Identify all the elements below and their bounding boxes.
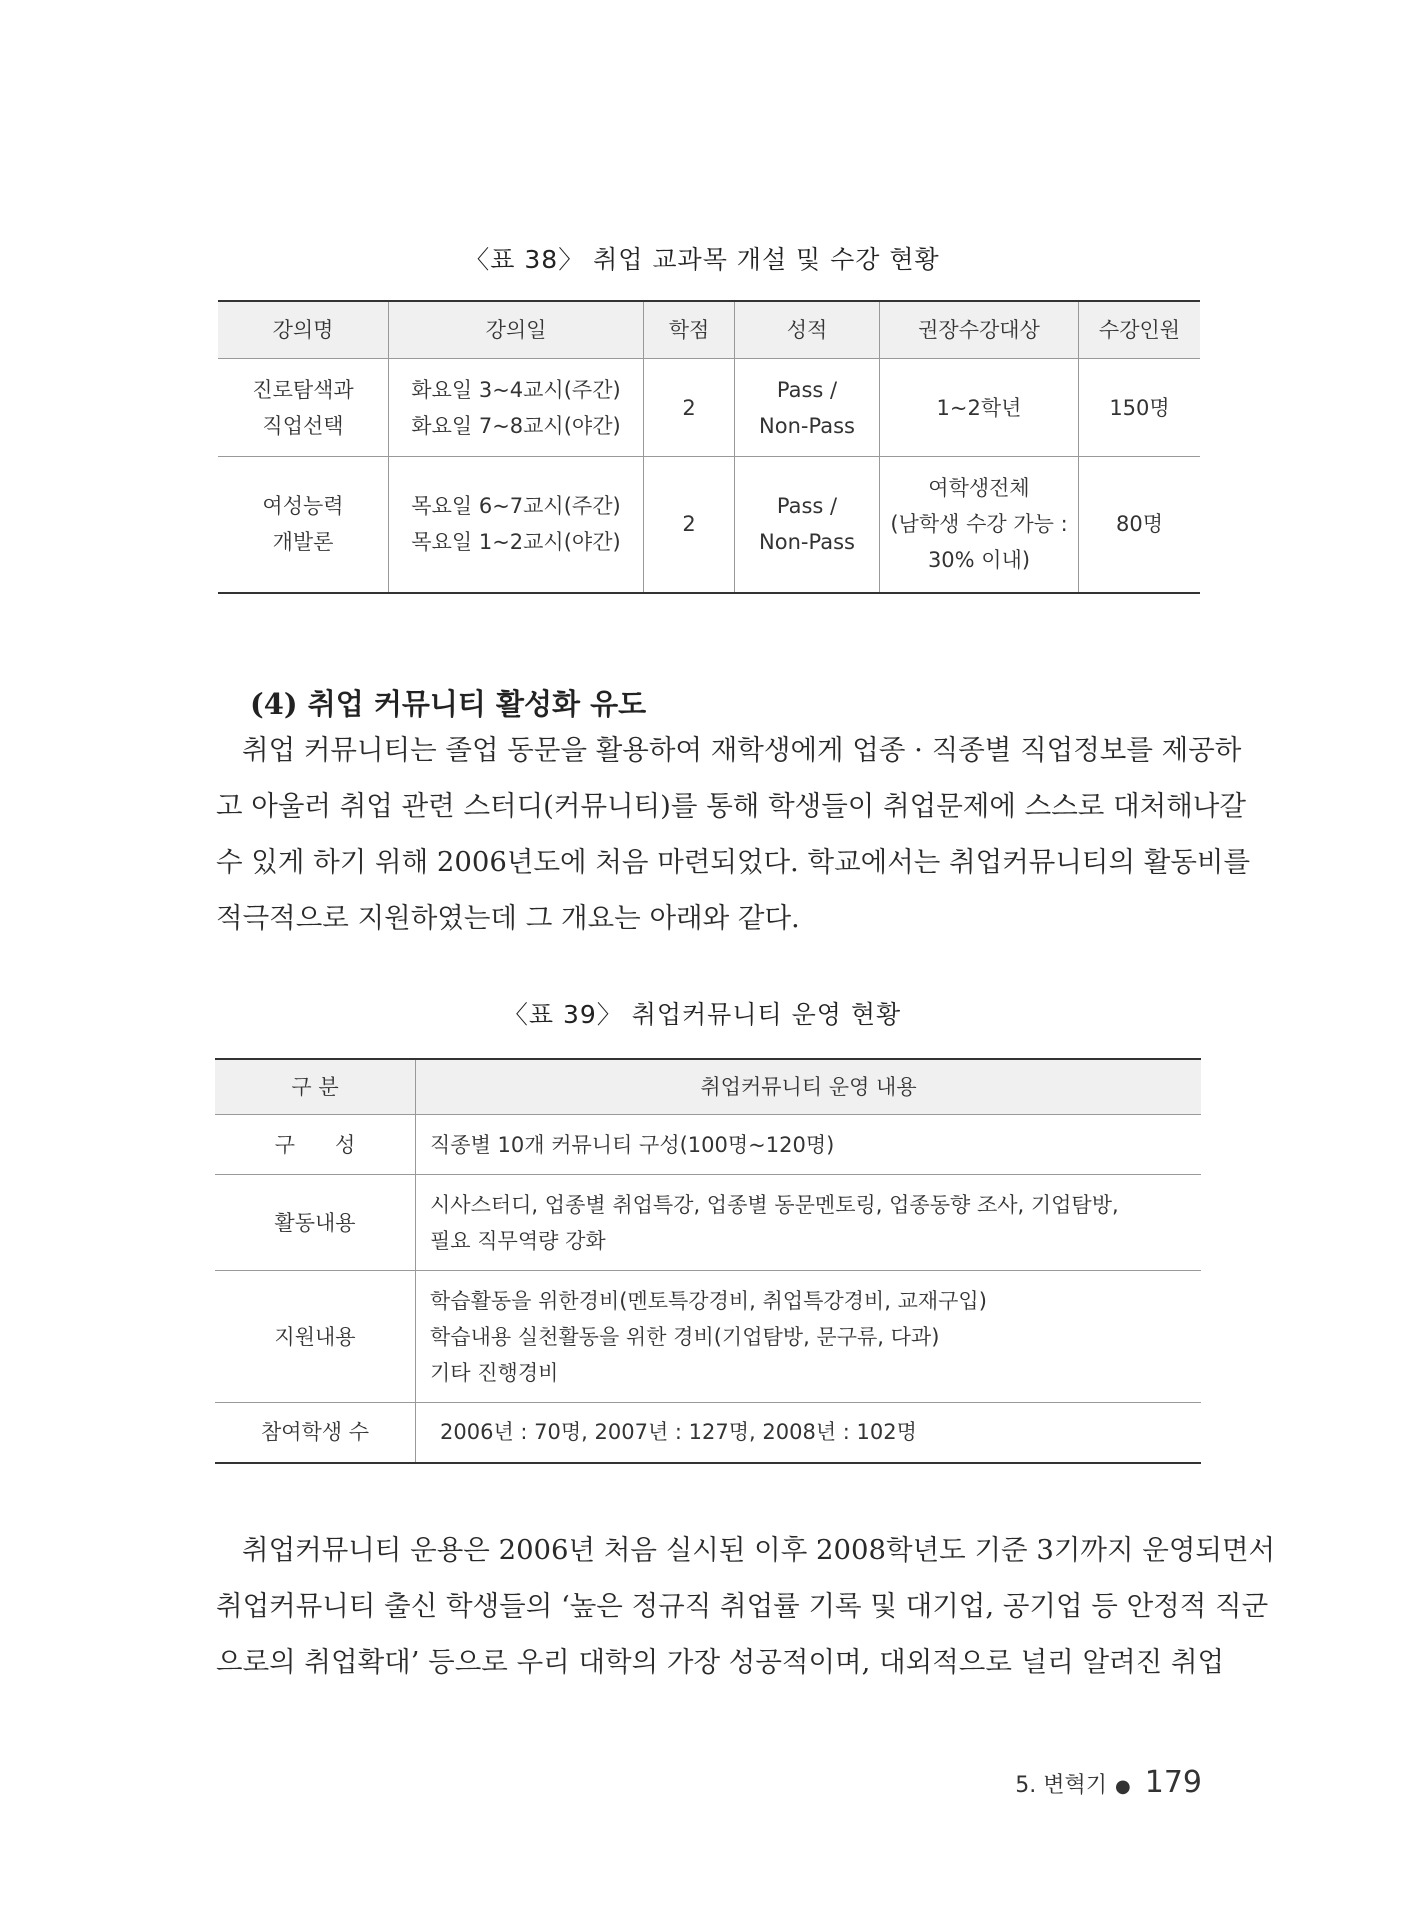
paragraph-line: 수 있게 하기 위해 2006년도에 처음 마련되었다. 학교에서는 취업커뮤니티의 활동비를 — [216, 846, 1251, 878]
closing-paragraph — [216, 1522, 1276, 1690]
paragraph-line: 적극적으로 지원하였는데 그 개요는 아래와 같다. — [216, 902, 800, 934]
table38-cell-credit: 2 — [644, 359, 735, 457]
paragraph-line: 취업 커뮤니티는 졸업 동문을 활용하여 재학생에게 업종 · 직종별 직업정보를 제공하 — [242, 734, 1242, 766]
table-row — [218, 359, 1200, 457]
table38-header: 수강인원 — [1079, 301, 1201, 359]
table38-header: 강의명 — [218, 301, 389, 359]
table-row — [215, 1271, 1201, 1403]
table38-cell-count: 80명 — [1079, 457, 1201, 593]
section-heading: (4) 취업 커뮤니티 활성화 유도 — [250, 687, 647, 721]
table38-cell-name: 여성능력 개발론 — [262, 494, 344, 555]
table39-cell-label: 활동내용 — [215, 1175, 416, 1271]
table38-cell-target: 1~2학년 — [880, 359, 1079, 457]
table38-cell-count: 150명 — [1079, 359, 1201, 457]
chapter-label: 5. 변혁기 — [1015, 1773, 1108, 1798]
table39-caption: 〈표 39〉 취업커뮤니티 운영 현황 — [502, 1000, 902, 1029]
table39 — [215, 1058, 1201, 1464]
table38-cell-days: 목요일 6~7교시(주간) 목요일 1~2교시(야간) — [389, 457, 644, 593]
table38-cell-grade: Pass / Non-Pass — [735, 457, 880, 593]
table39-cell-label: 구 성 — [215, 1115, 416, 1175]
table38-header: 학점 — [644, 301, 735, 359]
table38-cell-target: 여학생전체 (남학생 수강 가능 : 30% 이내) — [880, 457, 1079, 593]
table39-cell-label: 지원내용 — [215, 1271, 416, 1403]
table38-header: 권장수강대상 — [880, 301, 1079, 359]
table38-cell-days: 화요일 3~4교시(주간) 화요일 7~8교시(야간) — [389, 359, 644, 457]
paragraph-line: 고 아울러 취업 관련 스터디(커뮤니티)를 통해 학생들이 취업문제에 스스로 대처해나갈 — [216, 790, 1246, 822]
table39-header: 구 분 — [215, 1059, 416, 1115]
page-footer — [1015, 1765, 1202, 1800]
table39-header: 취업커뮤니티 운영 내용 — [416, 1059, 1202, 1115]
table38-cell-grade: Pass / Non-Pass — [735, 359, 880, 457]
table39-cell-content: 직종별 10개 커뮤니티 구성(100명~120명) — [416, 1115, 1202, 1175]
table38-header: 강의일 — [389, 301, 644, 359]
table-row — [215, 1175, 1201, 1271]
page-number: 179 — [1144, 1765, 1202, 1800]
table38-cell-name: 진로탐색과 직업선택 — [218, 359, 389, 457]
table-row — [215, 1403, 1201, 1463]
table38-caption: 〈표 38〉 취업 교과목 개설 및 수강 현황 — [464, 245, 940, 274]
table39-cell-content: 2006년 : 70명, 2007년 : 127명, 2008년 : 102명 — [416, 1403, 1202, 1463]
table38-header: 성적 — [735, 301, 880, 359]
paragraph-line: 취업커뮤니티 운용은 2006년 처음 실시된 이후 2008학년도 기준 3기까지 운영되면서 — [242, 1534, 1276, 1566]
table-row — [218, 457, 1200, 593]
table-row — [215, 1115, 1201, 1175]
bullet-dot-icon: ● — [1115, 1776, 1131, 1797]
table38-header-row — [218, 301, 1200, 359]
paragraph-line: 으로의 취업확대’ 등으로 우리 대학의 가장 성공적이며, 대외적으로 널리 알려진 취업 — [216, 1646, 1225, 1678]
section-paragraph — [216, 722, 1251, 946]
paragraph-line: 취업커뮤니티 출신 학생들의 ‘높은 정규직 취업률 기록 및 대기업, 공기업 등 안정적 직군 — [216, 1590, 1269, 1622]
table38-cell-credit: 2 — [644, 457, 735, 593]
table39-header-row — [215, 1059, 1201, 1115]
table38 — [218, 300, 1200, 594]
table39-cell-label: 참여학생 수 — [260, 1420, 370, 1445]
table39-cell-content: 학습활동을 위한경비(멘토특강경비, 취업특강경비, 교재구입) 학습내용 실천활동을 위한 경비(기업탐방, 문구류, 다과) 기타 진행경비 — [416, 1271, 1202, 1403]
table39-cell-content: 시사스터디, 업종별 취업특강, 업종별 동문멘토링, 업종동향 조사, 기업탐방, 필요 직무역량 강화 — [416, 1175, 1202, 1271]
